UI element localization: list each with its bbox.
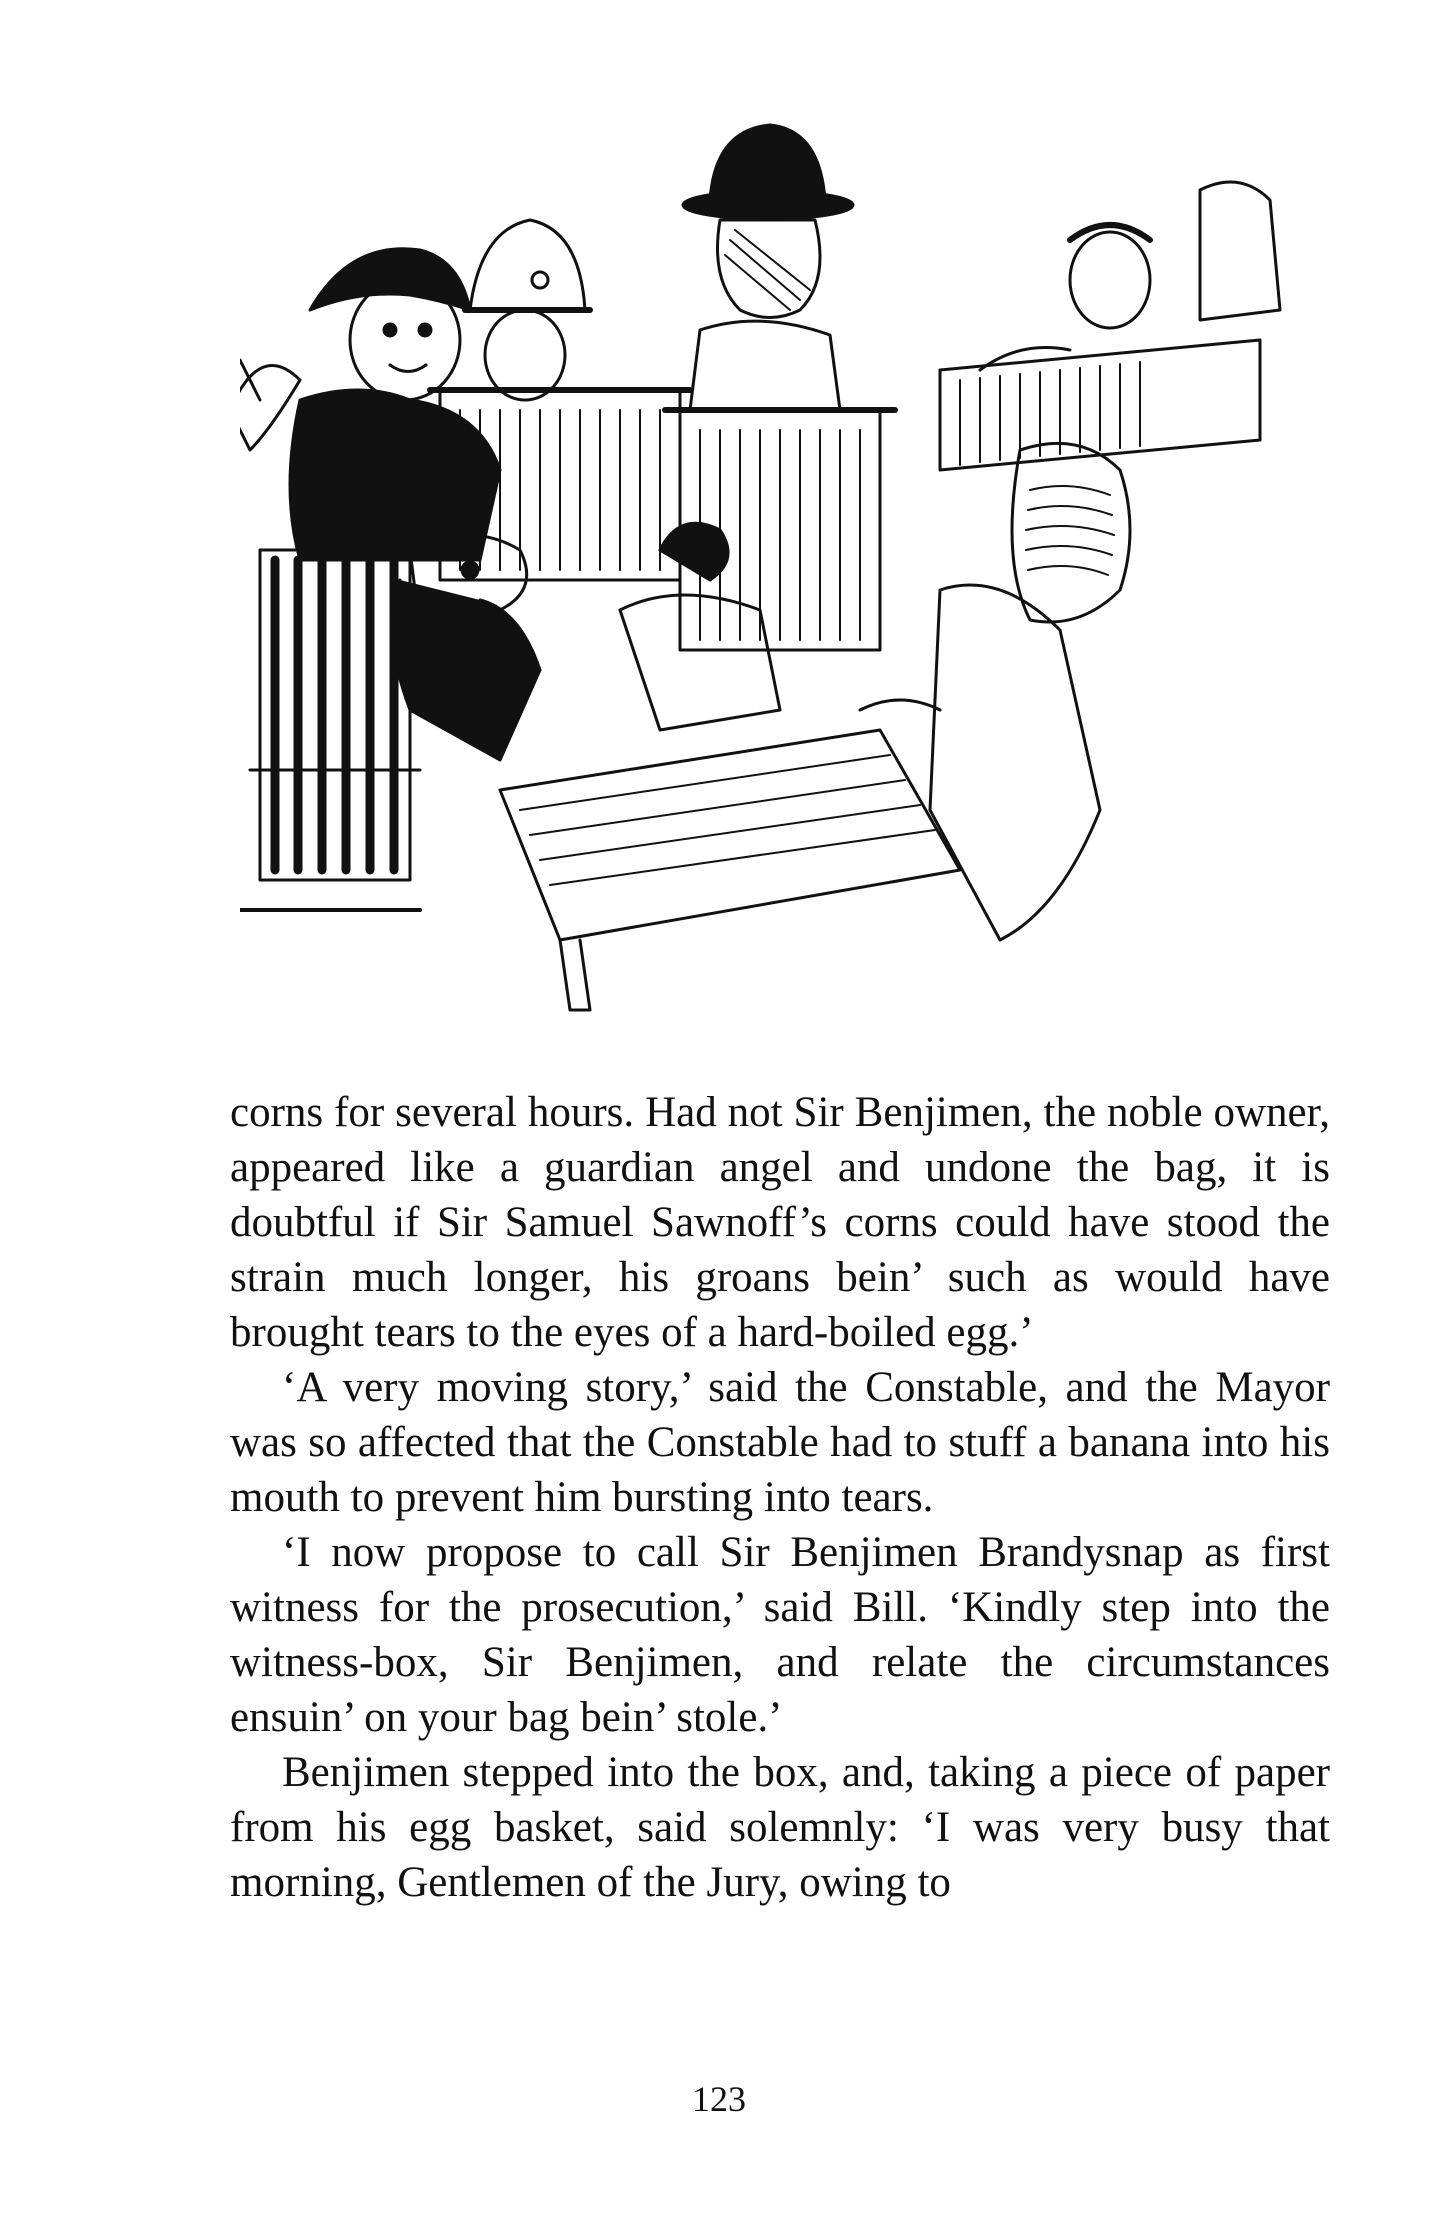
constable-figure [465, 220, 590, 400]
dog-figure [392, 535, 540, 760]
paragraph: corns for several hours. Had not Sir Benjimen, the noble owner, appeared like a guardian angel and undone the bag, it is doubtful if Sir Samuel Sawnoff’s corns could have stood the strain much longer, his groans bein’ such as would have brought tears to the eyes of a hard-boiled egg.’ [230, 1089, 1330, 1356]
barrister-figure [860, 443, 1130, 940]
paragraph: ‘I now propose to call Sir Benjimen Brandysnap as first witness for the prosecution,’ said Bill. ‘Kindly step into the witness-box, Sir Benjimen, and relate the circumstances ensuin’ on your bag bein’ stole.’ [230, 1529, 1330, 1741]
body-text [230, 1085, 1330, 1910]
courtroom-table [500, 730, 960, 1010]
paragraph: ‘A very moving story,’ said the Constable, and the Mayor was so affected that the Constable had to stuff a banana into his mouth to prevent him bursting into tears. [230, 1364, 1330, 1521]
courtroom-illustration [240, 110, 1360, 1050]
bowler-hat-figure [683, 125, 853, 410]
jury-box [940, 182, 1280, 470]
paragraph: Benjimen stepped into the box, and, taking a piece of paper from his egg basket, said solemnly: ‘I was very busy that morning, Gentlemen of the Jury, owing to [230, 1749, 1330, 1906]
page-number: 123 [692, 2079, 746, 2119]
